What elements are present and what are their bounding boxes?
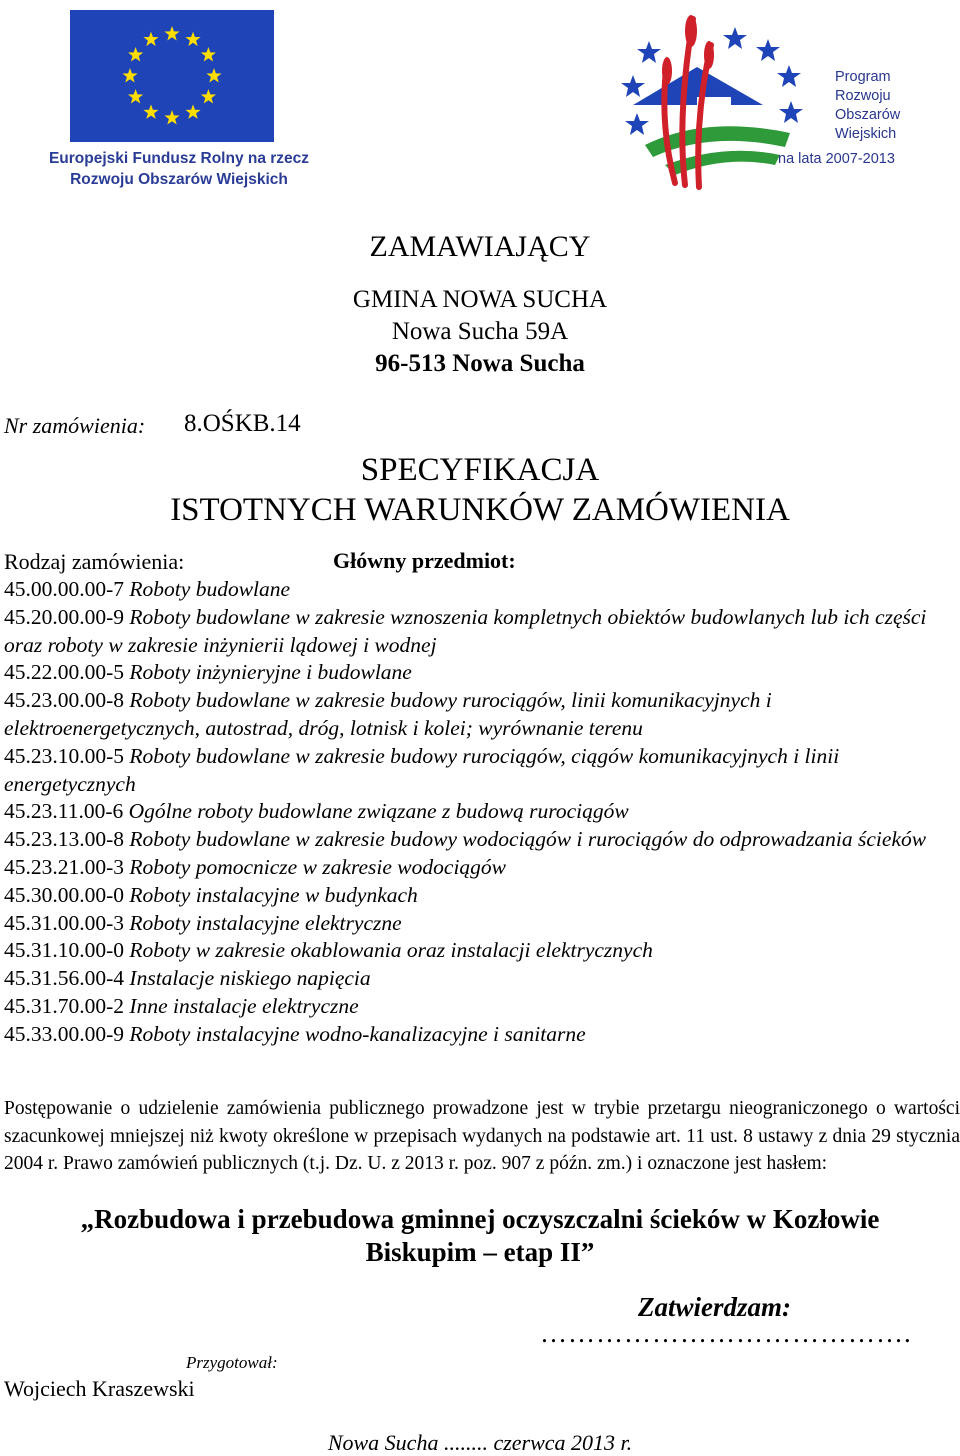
- cpv-code: 45.23.13.00-8: [4, 827, 125, 852]
- cpv-code: 45.31.10.00-0: [4, 938, 125, 963]
- cpv-description: Roboty w zakresie okablowania oraz instalacji elektrycznych: [124, 938, 653, 963]
- spec-title-line1: SPECYFIKACJA: [360, 452, 600, 488]
- cpv-code: 45.23.11.00-6: [4, 799, 124, 824]
- place-and-date: Nowa Sucha ........ czerwca 2013 r.: [327, 1430, 633, 1455]
- cpv-description: Inne instalacje elektryczne: [124, 993, 359, 1018]
- approval-label: Zatwierdzam:: [638, 1292, 791, 1322]
- project-title-line1: „Rozbudowa i przebudowa gminnej oczyszczalni ścieków w Kozłowie: [80, 1204, 880, 1234]
- cpv-description: Roboty budowlane: [124, 577, 291, 601]
- prepared-by-name: Wojciech Kraszewski: [4, 1376, 195, 1401]
- order-type-label: Rodzaj zamówienia:: [4, 549, 185, 574]
- cpv-code: 45.31.70.00-2: [4, 993, 125, 1018]
- list-item: [4, 687, 949, 743]
- main-subject-label: Główny przedmiot:: [333, 548, 516, 573]
- cpv-description: Roboty budowlane w zakresie budowy wodociągów i rurociągów do odprowadzania ścieków: [124, 827, 927, 852]
- cpv-description: Roboty instalacyjne wodno-kanalizacyjne i sanitarne: [124, 1021, 586, 1046]
- cpv-description: Ogólne roboty budowlane związane z budową rurociągów: [123, 799, 629, 824]
- cpv-description: Roboty instalacyjne elektryczne: [124, 910, 402, 935]
- cpv-description: Roboty budowlane w zakresie budowy rurociągów, ciągów komunikacyjnych i linii energetycznych: [4, 743, 840, 796]
- order-number-value: 8.OŚKB.14: [184, 410, 301, 437]
- list-item: [4, 854, 949, 882]
- cpv-description: Roboty budowlane w zakresie wznoszenia kompletnych obiektów budowlanych lub ich części oraz roboty w zakresie inżynierii lądowej i wodnej: [4, 604, 927, 657]
- cpv-code: 45.23.00.00-8: [4, 688, 125, 713]
- prow-years: na lata 2007-2013: [778, 151, 895, 167]
- prow-line4: Wiejskich: [835, 126, 897, 142]
- eu-fund-caption: [24, 148, 334, 190]
- prepared-by-label: Przygotował:: [186, 1353, 278, 1372]
- list-item: [4, 937, 949, 965]
- cpv-code: 45.23.21.00-3: [4, 854, 125, 879]
- cpv-code: 45.31.00.00-3: [4, 910, 125, 935]
- list-item: [4, 910, 949, 938]
- cpv-code: 45.30.00.00-0: [4, 882, 125, 907]
- spec-title-line2: ISTOTNYCH WARUNKÓW ZAMÓWIENIA: [170, 492, 790, 528]
- list-item: [4, 659, 949, 687]
- prow-program-text: [835, 68, 900, 144]
- list-item: [4, 1021, 949, 1049]
- ordering-party-address1: Nowa Sucha 59A: [391, 318, 569, 345]
- cpv-code: 45.22.00.00-5: [4, 660, 125, 685]
- approval-signature-line: ………………………………….: [540, 1318, 912, 1348]
- eu-stars-icon: [70, 10, 274, 142]
- ordering-party-name: GMINA NOWA SUCHA: [352, 286, 608, 313]
- cpv-description: Roboty instalacyjne w budynkach: [124, 882, 418, 907]
- prow-line2: Rozwoju: [835, 88, 891, 104]
- ordering-party-heading: ZAMAWIAJĄCY: [369, 230, 591, 263]
- cpv-code-list: [4, 576, 949, 1049]
- cpv-description: Roboty budowlane w zakresie budowy rurociągów, linii komunikacyjnych i elektroenergetycznych, autostrad, dróg, lotnisk i kolei; wyrównanie terenu: [4, 688, 772, 740]
- cpv-code: 45.33.00.00-9: [4, 1021, 125, 1046]
- list-item: [4, 965, 949, 993]
- list-item: [4, 576, 949, 604]
- order-number-label: Nr zamówienia:: [4, 413, 146, 438]
- cpv-code: 45.00.00.00-7: [4, 577, 125, 601]
- cpv-code: 45.31.56.00-4: [4, 966, 125, 991]
- list-item: [4, 604, 949, 660]
- list-item: [4, 993, 949, 1021]
- eu-flag-logo: [70, 10, 274, 142]
- eu-caption-line1: Europejski Fundusz Rolny na rzecz: [48, 150, 310, 167]
- project-title-line2: Biskupim – etap II”: [365, 1237, 595, 1267]
- cpv-code: 45.23.10.00-5: [4, 743, 125, 768]
- prow-line1: Program: [835, 69, 891, 85]
- list-item: [4, 798, 949, 826]
- eu-caption-line2: Rozwoju Obszarów Wiejskich: [70, 171, 288, 188]
- list-item: [4, 743, 949, 799]
- prow-line3: Obszarów: [835, 107, 901, 123]
- ordering-party-address2: 96-513 Nowa Sucha: [375, 350, 585, 377]
- list-item: [4, 826, 949, 854]
- cpv-code: 45.20.00.00-9: [4, 604, 125, 629]
- cpv-description: Roboty pomocnicze w zakresie wodociągów: [124, 854, 507, 879]
- cpv-description: Roboty inżynieryjne i budowlane: [124, 660, 412, 685]
- procedure-paragraph: Postępowanie o udzielenie zamówienia publicznego prowadzone jest w trybie przetargu nieograniczonego o wartości szacunkowej mniejszej niż kwoty określone w przepisach wydanych na podstawie art. 11 ust. 8 ustawy z dnia 29 stycznia 2004 r. Prawo zamówień publicznych (t.j. Dz. U. z 2013 r. poz. 907 z późn. zm.) i oznaczone jest hasłem:: [4, 1098, 960, 1175]
- cpv-description: Instalacje niskiego napięcia: [124, 966, 371, 991]
- list-item: [4, 882, 949, 910]
